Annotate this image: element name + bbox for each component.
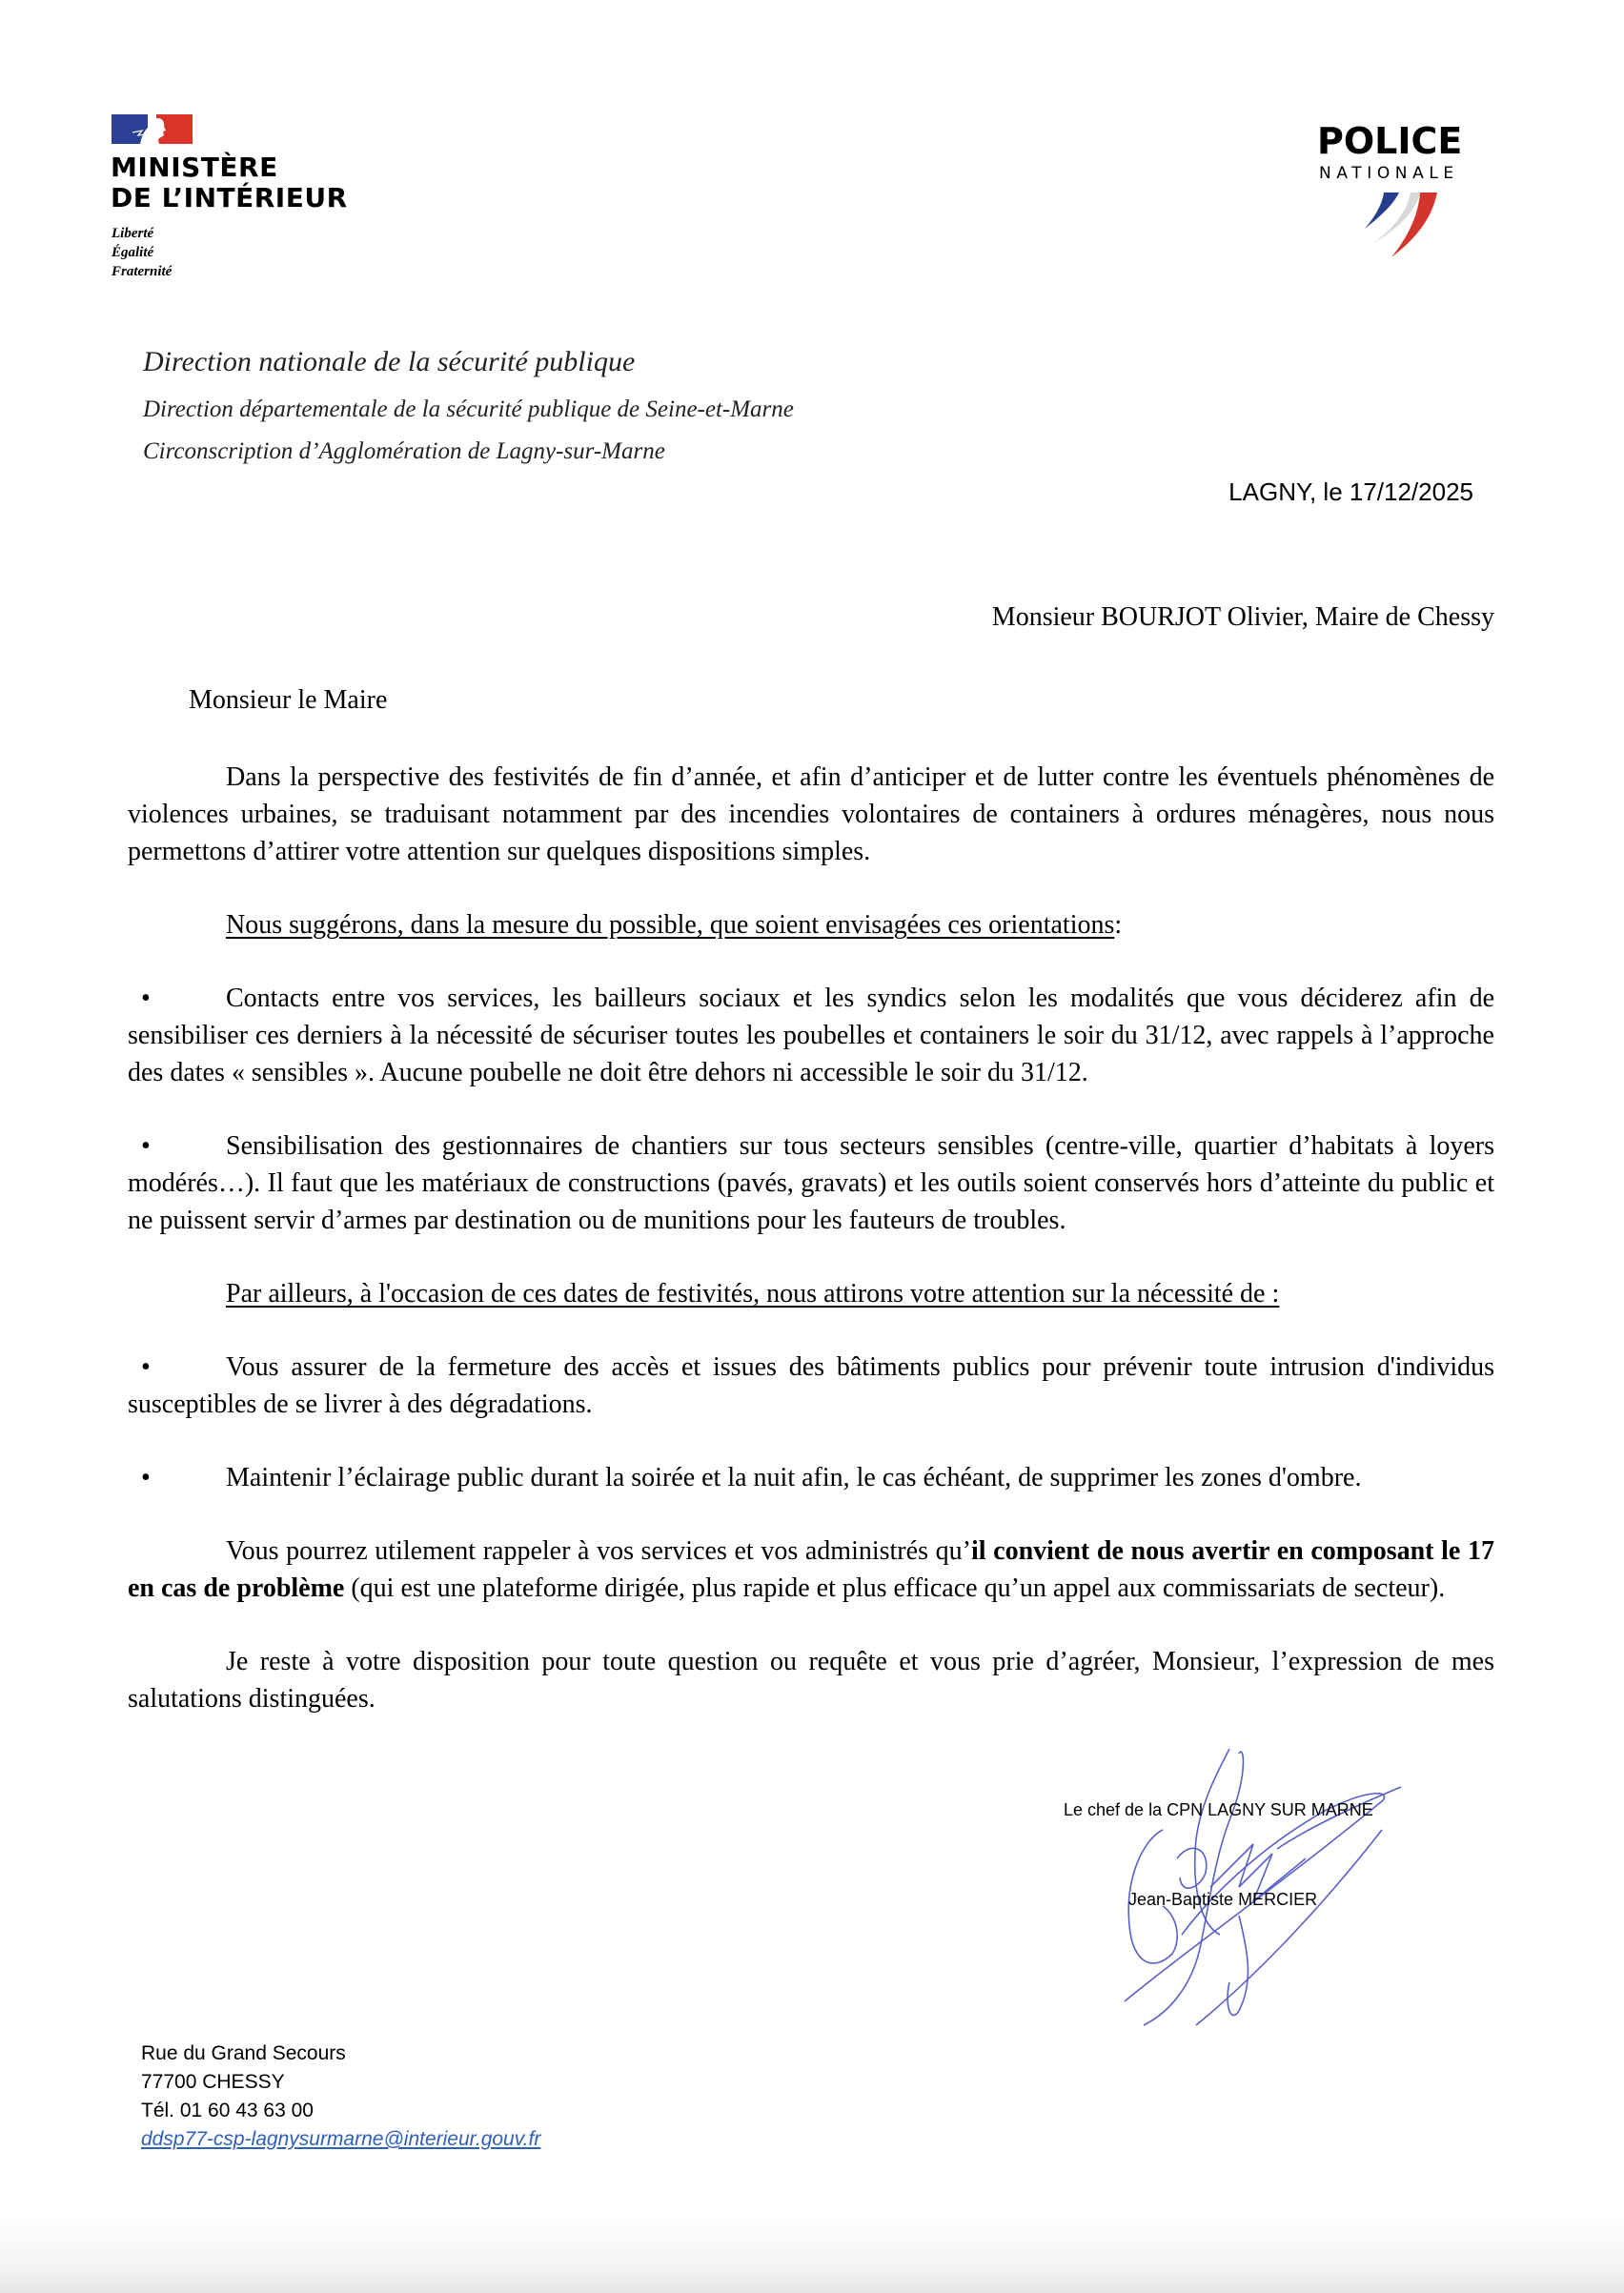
bullet-icon: • <box>141 1131 151 1161</box>
republic-motto <box>112 224 172 281</box>
intro-paragraph: Dans la perspective des festivités de fin d’année, et afin d’anticiper et de lutter contre les éventuels phénomènes de violences urbaines, se traduisant notamment par des incendies volontaires de containers à ordures ménagères, nous nous permettons d’attirer votre attention sur quelques dispositions simples. <box>128 762 1494 866</box>
reminder-emphasis: il convient de nous avertir en composant le 17 en cas de problème <box>128 1536 1494 1603</box>
section1-heading-colon: : <box>1114 910 1123 940</box>
reminder-start: Vous pourrez utilement rappeler à vos services et vos administrés qu’ <box>226 1536 971 1566</box>
police-logo-title: POLICE <box>1317 120 1463 162</box>
bullet-icon: • <box>141 1352 151 1382</box>
bullet-text: Contacts entre vos services, les bailleurs sociaux et les syndics selon les modalités que vous déciderez afin de sensibiliser ces derniers à la nécessité de sécuriser toutes les poubelles et containers le soir du 31/12, avec rappels à l’approche des dates « sensibles ». Aucune poubelle ne doit être dehors ni accessible le soir du 31/12. <box>128 984 1494 1087</box>
section2-heading-text: Par ailleurs, à l'occasion de ces dates de festivités, nous attirons votre attention sur la nécessité de : <box>226 1279 1280 1309</box>
signature-block <box>128 1754 1494 2039</box>
ministry-name-line1: MINISTÈRE <box>111 152 278 183</box>
closing-paragraph: Je reste à votre disposition pour toute question ou requête et vous prie d’agréer, Monsieur, l’expression de mes salutations distinguées. <box>128 1647 1494 1714</box>
bullet-icon: • <box>141 984 151 1013</box>
bullet-text: Vous assurer de la fermeture des accès et issues des bâtiments publics pour prévenir toute intrusion d'individus susceptibles de se livrer à des dégradations. <box>128 1352 1494 1419</box>
footer-street: Rue du Grand Secours <box>141 2042 346 2064</box>
service-line-departmental: Direction départementale de la sécurité publique de Seine-et-Marne <box>143 396 794 422</box>
bullet-icon: • <box>141 1463 151 1492</box>
salutation: Monsieur le Maire <box>189 685 388 715</box>
motto-liberte: Liberté <box>112 226 154 241</box>
police-tricolor-swoosh-icon <box>1363 191 1449 259</box>
letter-body <box>128 599 1494 2154</box>
reminder-end: (qui est une plateforme dirigée, plus rapide et plus efficace qu’un appel aux commissariats de secteur). <box>344 1573 1446 1603</box>
service-line-national: Direction nationale de la sécurité publique <box>143 346 636 377</box>
section1-bullet-1 <box>128 980 1494 1091</box>
ministry-name <box>111 152 348 213</box>
footer-phone: Tél. 01 60 43 63 00 <box>141 2100 314 2121</box>
footer-city: 77700 CHESSY <box>141 2071 285 2093</box>
signatory-name: Jean-Baptiste MERCIER <box>1128 1890 1318 1909</box>
section1-heading <box>128 906 1494 944</box>
ministry-name-line2: DE L’INTÉRIEUR <box>111 182 348 213</box>
motto-fraternite: Fraternité <box>112 264 173 279</box>
letter-date: LAGNY, le 17/12/2025 <box>1228 477 1473 506</box>
handwritten-signature <box>1086 1744 1411 2030</box>
section2-bullet-1 <box>128 1349 1494 1423</box>
footer-email-link[interactable]: ddsp77-csp-lagnysurmarne@interieur.gouv.fr <box>141 2128 541 2150</box>
section2-bullet-2 <box>128 1459 1494 1496</box>
section2-heading <box>128 1275 1494 1312</box>
motto-egalite: Égalité <box>112 245 154 260</box>
section1-heading-text: Nous suggérons, dans la mesure du possible, que soient envisagées ces orientations <box>226 910 1115 940</box>
footer-address <box>141 2039 1494 2154</box>
marianne-flag-logo <box>112 114 193 144</box>
bullet-text: Sensibilisation des gestionnaires de chantiers sur tous secteurs sensibles (centre-ville, quartier d’habitats à loyers modérés…). Il faut que les matériaux de constructions (pavés, gravats) et les outils soient conservés hors d’atteinte du public et ne puissent servir d’armes par destination ou de munitions pour les fauteurs de troubles. <box>128 1131 1494 1235</box>
police-logo-subtitle: NATIONALE <box>1319 164 1459 183</box>
reminder-paragraph <box>128 1532 1494 1607</box>
recipient: Monsieur BOURJOT Olivier, Maire de Chessy <box>991 602 1494 632</box>
section1-bullet-2 <box>128 1127 1494 1239</box>
signatory-title: Le chef de la CPN LAGNY SUR MARNE <box>1064 1800 1373 1819</box>
bullet-text: Maintenir l’éclairage public durant la soirée et la nuit afin, le cas échéant, de supprimer les zones d'ombre. <box>226 1463 1362 1492</box>
service-line-circonscription: Circonscription d’Agglomération de Lagny-sur-Marne <box>143 438 665 464</box>
